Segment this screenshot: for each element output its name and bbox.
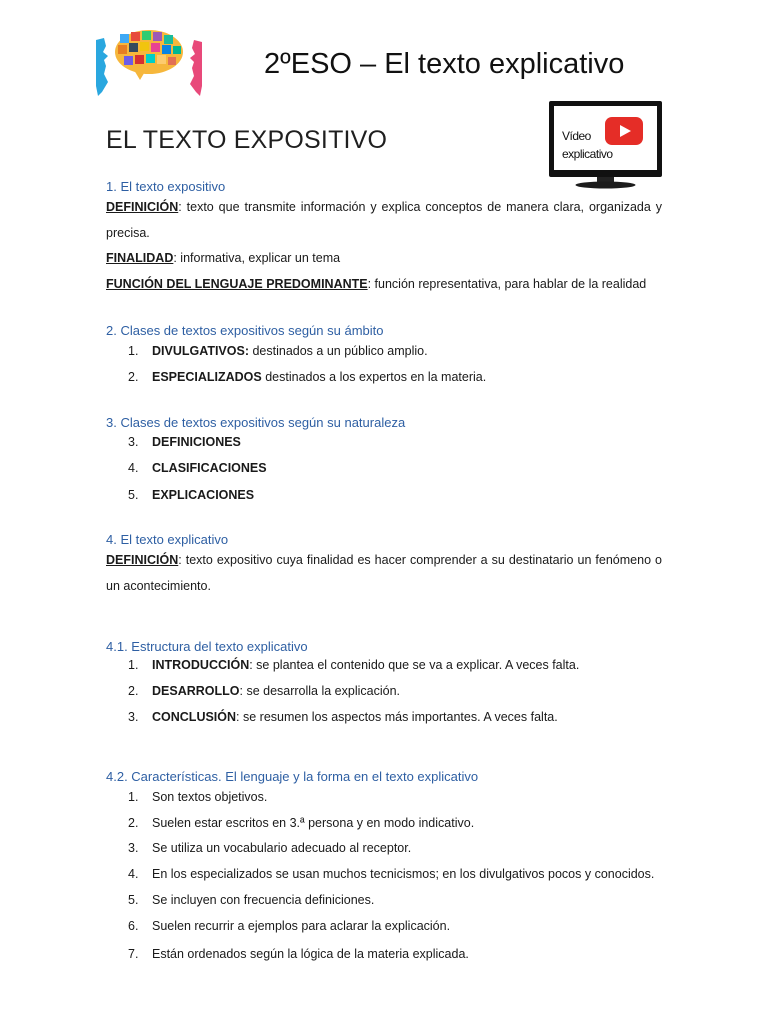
list-number: 1. (128, 344, 139, 358)
list-text: En los especializados se usan muchos tecnicismos; en los divulgativos pocos y conocidos. (152, 867, 655, 881)
list-number: 2. (128, 370, 139, 384)
list-number: 5. (128, 488, 139, 502)
list-item (128, 867, 654, 881)
section-heading-4-1: 4.1. Estructura del texto explicativo (106, 639, 308, 654)
list-bold: INTRODUCCIÓN (152, 658, 250, 672)
funcion-line (106, 277, 646, 291)
list-number: 2. (128, 684, 139, 698)
list-number: 2. (128, 816, 139, 830)
list-bold: ESPECIALIZADOS (152, 370, 262, 384)
list-text: destinados a los expertos en la materia. (261, 370, 487, 384)
list-bold: DESARROLLO (152, 684, 240, 698)
list-number: 7. (128, 947, 139, 961)
list-number: 1. (128, 658, 139, 672)
finalidad-text: : informativa, explicar un tema (173, 251, 341, 265)
funcion-label: FUNCIÓN DEL LENGUAJE PREDOMINANTE (106, 277, 368, 291)
video-label-line1: Vídeo (562, 129, 591, 143)
list-number: 4. (128, 461, 139, 475)
list-number: 6. (128, 919, 139, 933)
video-link[interactable] (549, 101, 662, 189)
section-heading-4: 4. El texto explicativo (106, 532, 229, 547)
list-bold: EXPLICACIONES (152, 488, 255, 502)
list-bold: CLASIFICACIONES (152, 461, 267, 475)
list-item (128, 461, 267, 475)
list-number: 3. (128, 435, 139, 449)
list-bold: CONCLUSIÓN (152, 710, 237, 724)
list-text: Son textos objetivos. (152, 790, 268, 804)
list-text: Suelen recurrir a ejemplos para aclarar la explicación. (152, 919, 451, 933)
list-number: 1. (128, 790, 139, 804)
list-bold: DEFINICIONES (152, 435, 241, 449)
definition-label: DEFINICIÓN (106, 553, 179, 567)
list-number: 4. (128, 867, 139, 881)
definition-label: DEFINICIÓN (106, 200, 179, 214)
section-heading-1: 1. El texto expositivo (106, 179, 226, 194)
list-text: : se resumen los aspectos más importantes. A veces falta. (236, 710, 558, 724)
list-text: Están ordenados según la lógica de la materia explicada. (152, 947, 469, 961)
list-text: Se utiliza un vocabulario adecuado al receptor. (152, 841, 412, 855)
list-item (128, 841, 411, 855)
definition-text: : texto que transmite información y explica conceptos de manera clara, organizada y precisa. (106, 200, 662, 240)
list-text: Se incluyen con frecuencia definiciones. (152, 893, 375, 907)
definition-paragraph-1 (106, 194, 662, 246)
list-text: : se plantea el contenido que se va a explicar. A veces falta. (249, 658, 580, 672)
list-text: Suelen estar escritos en 3.ª persona y en modo indicativo. (152, 816, 475, 830)
list-item (128, 658, 579, 672)
finalidad-label: FINALIDAD (106, 251, 174, 265)
list-item (128, 710, 558, 724)
funcion-text: : función representativa, para hablar de la realidad (367, 277, 647, 291)
list-item (128, 816, 474, 830)
list-number: 5. (128, 893, 139, 907)
list-item (128, 488, 254, 502)
finalidad-line (106, 251, 340, 265)
section-heading-4-2: 4.2. Características. El lenguaje y la forma en el texto explicativo (106, 769, 479, 784)
list-item (128, 790, 267, 804)
definition-text: : texto expositivo cuya finalidad es hacer comprender a su destinatario un fenómeno o un acontecimiento. (106, 553, 662, 593)
list-number: 3. (128, 841, 139, 855)
tv-monitor-icon (549, 101, 662, 189)
video-label-line2: explicativo (562, 147, 613, 161)
list-item (128, 893, 374, 907)
list-number: 3. (128, 710, 139, 724)
definition-paragraph-4 (106, 547, 662, 599)
section-heading-3: 3. Clases de textos expositivos según su naturaleza (106, 415, 406, 430)
speech-faces-logo-icon (94, 26, 204, 98)
document-heading: EL TEXTO EXPOSITIVO (106, 126, 388, 154)
list-text: destinados a un público amplio. (249, 344, 428, 358)
section-heading-2: 2. Clases de textos expositivos según su ámbito (106, 323, 384, 338)
list-bold: DIVULGATIVOS: (152, 344, 249, 358)
list-item (128, 919, 450, 933)
list-item (128, 370, 486, 384)
youtube-play-icon (605, 117, 643, 145)
list-item (128, 947, 469, 961)
list-item (128, 435, 241, 449)
list-text: : se desarrolla la explicación. (239, 684, 400, 698)
list-item (128, 684, 400, 698)
page-title: 2ºESO – El texto explicativo (264, 48, 625, 80)
list-item (128, 344, 428, 358)
